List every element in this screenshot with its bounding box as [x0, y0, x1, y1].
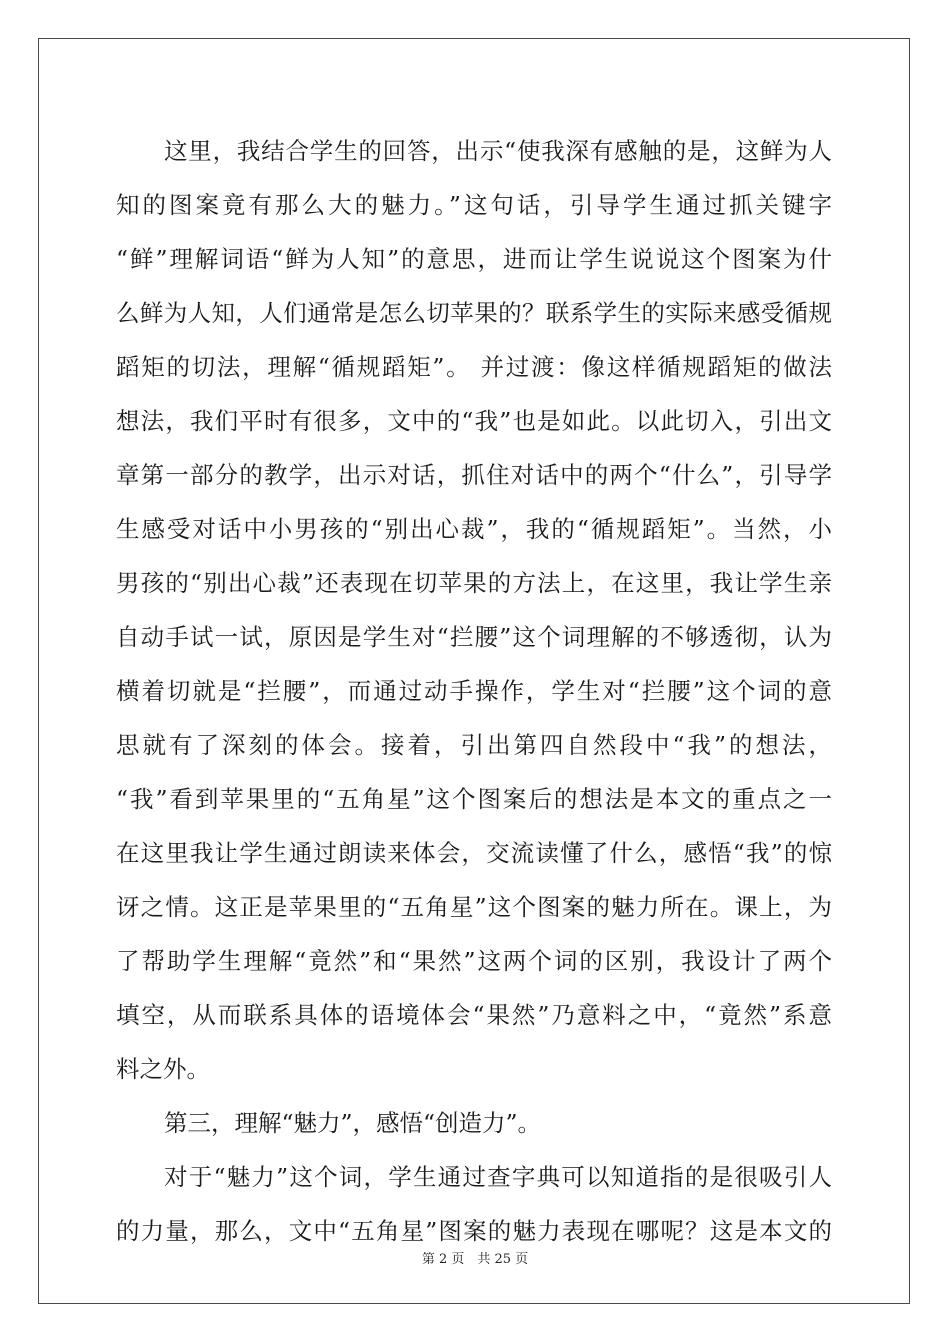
text-line: 想法，我们平时有很多，文中的“我”也是如此。以此切入，引出文 [116, 407, 832, 435]
text-line: 自动手试一试，原因是学生对“拦腰”这个词理解的不够透彻，认为 [116, 623, 832, 651]
text-line: 料之外。 [116, 1055, 210, 1083]
text-line: 思就有了深刻的体会。接着，引出第四自然段中“我”的想法， [116, 731, 832, 759]
text-line: 这里，我结合学生的回答，出示“使我深有感触的是，这鲜为人 [164, 137, 832, 165]
text-line: “鲜”理解词语“鲜为人知”的意思，进而让学生说说这个图案为什 [116, 245, 832, 273]
text-line: 填空，从而联系具体的语境体会“果然”乃意料之中，“竟然”系意 [116, 1001, 832, 1029]
text-line: 知的图案竟有那么大的魅力。”这句话，引导学生通过抓关键字 [116, 191, 832, 219]
text-line: “我”看到苹果里的“五角星”这个图案后的想法是本文的重点之一 [116, 785, 832, 813]
text-line: 讶之情。这正是苹果里的“五角星”这个图案的魅力所在。课上，为 [116, 893, 832, 921]
text-line: 生感受对话中小男孩的“别出心裁”，我的“循规蹈矩”。当然，小 [116, 515, 832, 543]
page-number-footer: 第 2 页 共 25 页 [421, 1252, 529, 1267]
text-line: 男孩的“别出心裁”还表现在切苹果的方法上，在这里，我让学生亲 [116, 569, 832, 597]
text-line: 横着切就是“拦腰”，而通过动手操作，学生对“拦腰”这个词的意 [116, 677, 832, 705]
text-line: 么鲜为人知，人们通常是怎么切苹果的？联系学生的实际来感受循规 [116, 299, 832, 327]
text-line: 的力量，那么，文中“五角星”图案的魅力表现在哪呢？这是本文的 [116, 1217, 832, 1245]
text-line: 了帮助学生理解“竟然”和“果然”这两个词的区别，我设计了两个 [116, 947, 832, 975]
document-body [116, 124, 832, 1258]
text-line: 对于“魅力”这个词，学生通过查字典可以知道指的是很吸引人 [164, 1163, 832, 1191]
text-line: 蹈矩的切法，理解“循规蹈矩”。 并过渡：像这样循规蹈矩的做法 [116, 353, 832, 381]
text-line: 章第一部分的教学，出示对话，抓住对话中的两个“什么”，引导学 [116, 461, 832, 489]
text-line: 在这里我让学生通过朗读来体会，交流读懂了什么，感悟“我”的惊 [116, 839, 832, 867]
text-line: 第三，理解“魅力”，感悟“创造力”。 [164, 1109, 542, 1137]
